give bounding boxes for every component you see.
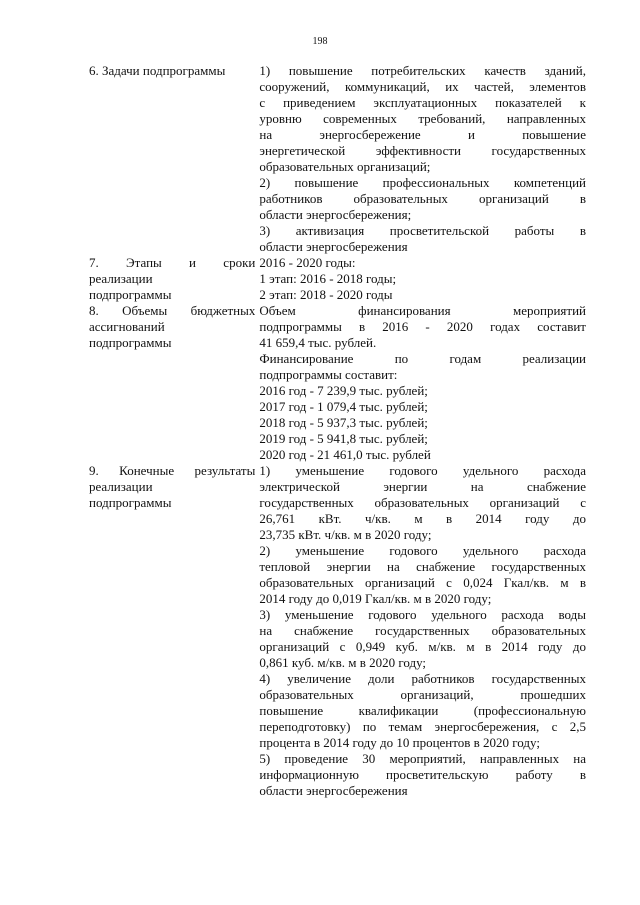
content-line: 2019 год - 5 941,8 тыс. рублей; xyxy=(259,431,428,446)
content-line: 26,761 кВт. ч/кв. м в 2014 году до xyxy=(259,511,586,526)
page-number: 198 xyxy=(312,36,328,47)
row-label-line: 8. Объемы бюджетных xyxy=(89,303,256,318)
content-line: 2017 год - 1 079,4 тыс. рублей; xyxy=(259,399,428,414)
row-label xyxy=(89,303,259,463)
content-line: 2) повышение профессиональных компетенций xyxy=(259,175,586,190)
row-label-line: реализации xyxy=(89,271,153,286)
content-line: сооружений, коммуникаций, их частей, элементов xyxy=(259,79,586,94)
content-line: 3) уменьшение годового удельного расхода воды xyxy=(259,607,586,622)
table-row xyxy=(89,463,586,799)
content-line: 2018 год - 5 937,3 тыс. рублей; xyxy=(259,415,428,430)
content-line: образовательных организаций с 0,024 Гкал/кв. м в xyxy=(259,575,586,590)
row-label-line: 7. Этапы и сроки xyxy=(89,255,256,270)
content-line: переподготовку) по темам энергосбережения, с 2,5 xyxy=(259,719,586,734)
row-label-line: 9. Конечные результаты xyxy=(89,463,256,478)
content-line: 2016 год - 7 239,9 тыс. рублей; xyxy=(259,383,428,398)
content-line: 3) активизация просветительской работы в xyxy=(259,223,586,238)
content-line: государственных образовательных организаций с xyxy=(259,495,586,510)
content-line: 4) увеличение доли работников государственных xyxy=(259,671,586,686)
content-line: работников образовательных организаций в xyxy=(259,191,586,206)
content-paragraph xyxy=(259,399,586,415)
content-paragraph xyxy=(259,271,586,287)
content-line: 2) уменьшение годового удельного расхода xyxy=(259,543,586,558)
content-line: области энергосбережения xyxy=(259,239,408,254)
row-label xyxy=(89,463,259,799)
content-line: тепловой энергии на снабжение государственных xyxy=(259,559,586,574)
table-row xyxy=(89,63,586,255)
row-content xyxy=(259,63,586,255)
content-line: 2020 год - 21 461,0 тыс. рублей xyxy=(259,447,431,462)
content-paragraph xyxy=(259,607,586,671)
row-content xyxy=(259,463,586,799)
content-paragraph xyxy=(259,255,586,271)
content-line: повышение квалификации (профессиональную xyxy=(259,703,586,718)
content-paragraph xyxy=(259,671,586,751)
content-line: 0,861 куб. м/кв. м в 2020 году; xyxy=(259,655,427,670)
table-row xyxy=(89,303,586,463)
content-line: 1) повышение потребительских качеств зданий, xyxy=(259,63,586,78)
content-paragraph xyxy=(259,751,586,799)
content-line: энергетической эффективности государственных xyxy=(259,143,586,158)
content-line: 1) уменьшение годового удельного расхода xyxy=(259,463,586,478)
content-line: с приведением эксплуатационных показателей к xyxy=(259,95,586,110)
content-paragraph xyxy=(259,223,586,255)
table-row xyxy=(89,255,586,303)
content-paragraph xyxy=(259,287,586,303)
content-paragraph xyxy=(259,415,586,431)
row-label-line: подпрограммы xyxy=(89,495,172,510)
content-paragraph xyxy=(259,543,586,607)
content-line: образовательных организаций, прошедших xyxy=(259,687,586,702)
content-line: уровню современных требований, направленных xyxy=(259,111,586,126)
row-label-line: подпрограммы xyxy=(89,287,172,302)
content-paragraph xyxy=(259,175,586,223)
content-line: 5) проведение 30 мероприятий, направленных на xyxy=(259,751,586,766)
row-label xyxy=(89,63,259,255)
content-line: области энергосбережения; xyxy=(259,207,412,222)
content-line: 2 этап: 2018 - 2020 годы xyxy=(259,287,393,302)
content-line: 1 этап: 2016 - 2018 годы; xyxy=(259,271,397,286)
content-line: 2016 - 2020 годы: xyxy=(259,255,356,270)
content-line: образовательных организаций; xyxy=(259,159,431,174)
content-paragraph xyxy=(259,383,586,399)
row-label-line: реализации xyxy=(89,479,153,494)
subprogram-passport-table xyxy=(89,63,586,799)
row-content xyxy=(259,255,586,303)
content-line: на снабжение государственных образовательных xyxy=(259,623,586,638)
content-line: области энергосбережения xyxy=(259,783,408,798)
content-line: подпрограммы в 2016 - 2020 годах составит xyxy=(259,319,586,334)
row-label-line: 6. Задачи подпрограммы xyxy=(89,63,226,78)
content-paragraph xyxy=(259,463,586,543)
content-line: информационную просветительскую работу в xyxy=(259,767,586,782)
row-label-line: ассигнований xyxy=(89,319,165,334)
content-line: Объем финансирования мероприятий xyxy=(259,303,586,318)
content-line: 2014 году до 0,019 Гкал/кв. м в 2020 году; xyxy=(259,591,492,606)
content-paragraph xyxy=(259,447,586,463)
content-paragraph xyxy=(259,431,586,447)
content-line: Финансирование по годам реализации xyxy=(259,351,586,366)
content-line: 23,735 кВт. ч/кв. м в 2020 году; xyxy=(259,527,432,542)
content-paragraph xyxy=(259,63,586,175)
content-paragraph xyxy=(259,303,586,351)
content-line: 41 659,4 тыс. рублей. xyxy=(259,335,377,350)
content-line: на энергосбережение и повышение xyxy=(259,127,586,142)
row-content xyxy=(259,303,586,463)
content-line: процента в 2014 году до 10 процентов в 2020 году; xyxy=(259,735,540,750)
row-label-line: подпрограммы xyxy=(89,335,172,350)
row-label xyxy=(89,255,259,303)
content-paragraph xyxy=(259,351,586,383)
content-line: организаций с 0,949 куб. м/кв. м в 2014 году до xyxy=(259,639,586,654)
content-line: подпрограммы составит: xyxy=(259,367,398,382)
content-line: электрической энергии на снабжение xyxy=(259,479,586,494)
